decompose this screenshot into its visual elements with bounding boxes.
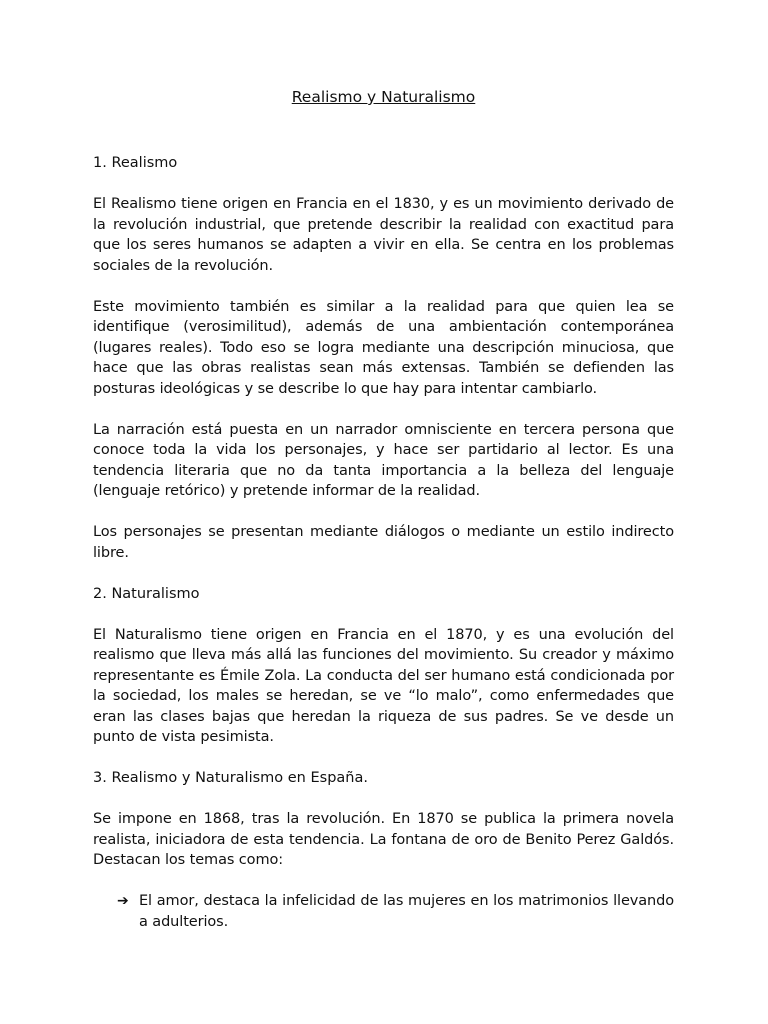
section-heading: 2. Naturalismo bbox=[93, 585, 200, 602]
bullet-prefix: El bbox=[139, 893, 157, 909]
paragraph: El Realismo tiene origen en Francia en el 1830, y es un movimiento derivado de la revolución industrial, que pretende describir la realidad con exactitud para que los seres humanos se adapten a vivir en ella. Se centra en los problemas sociales de la revolución. bbox=[93, 196, 674, 274]
bullet-keyword: amor bbox=[156, 893, 195, 909]
arrow-bullet-icon: ➔ bbox=[117, 893, 129, 909]
section-heading: 3. Realismo y Naturalismo en España. bbox=[93, 770, 368, 786]
paragraph: El Naturalismo tiene origen en Francia en el 1870, y es una evolución del realismo que lleva más allá las funciones del movimiento. Su creador y máximo representante es Émile Zola. La conducta del ser humano está condicionada por la sociedad, los males se heredan, se ve “lo malo”, como enfermedades que eran las clases bajas que heredan la riqueza de sus padres. Se ve desde un punto de vista pesimista. bbox=[93, 626, 674, 745]
topic-list bbox=[93, 891, 674, 932]
section-espana bbox=[93, 768, 674, 932]
list-item bbox=[117, 891, 674, 932]
paragraph: La narración está puesta en un narrador omnisciente en tercera persona que conoce toda la vida los personajes, y hace ser partidario al lector. Es una tendencia literaria que no da tanta importancia a la belleza del lenguaje (lenguaje retórico) y pretende informar de la realidad. bbox=[93, 421, 674, 499]
section-heading: 1. Realismo bbox=[93, 155, 178, 171]
document-title: Realismo y Naturalismo bbox=[291, 88, 476, 106]
paragraph: Este movimiento también es similar a la realidad para que quien lea se identifique (verosimilitud), además de una ambientación contemporánea (lugares reales). Todo eso se logra mediante una descripción minuciosa, que hace que las obras realistas sean más extensas. También se defienden las posturas ideológicas y se describe lo que hay para intentar cambiarlo. bbox=[93, 298, 674, 397]
paragraph: Se impone en 1868, tras la revolución. En 1870 se publica la primera novela realista, iniciadora de esta tendencia. La fontana de oro de Benito Perez Galdós. Destacan los temas como: bbox=[93, 811, 674, 868]
section-realismo bbox=[93, 153, 674, 563]
bullet-text: , destaca la infelicidad de las mujeres en los matrimonios llevando a adulterios. bbox=[139, 893, 674, 930]
paragraph: Los personajes se presentan mediante diálogos o mediante un estilo indirecto libre. bbox=[93, 524, 674, 561]
section-naturalismo bbox=[93, 584, 674, 748]
